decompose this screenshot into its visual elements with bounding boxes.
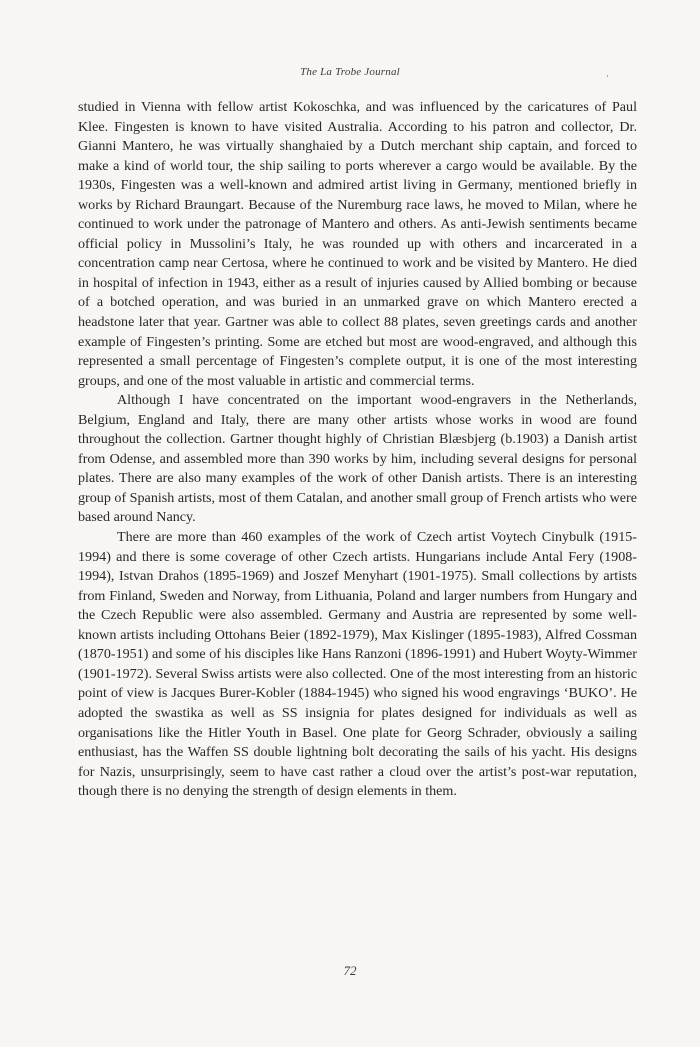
page-number: 72 (343, 963, 357, 978)
corner-mark: ‚ (606, 68, 609, 78)
running-head-title: The La Trobe Journal (300, 66, 400, 78)
body-text (78, 98, 637, 802)
paragraph-3: There are more than 460 examples of the work of Czech artist Voytech Cinybulk (1915-1994) and there is some coverage of other Czech artists. Hungarians include Antal Fery (1908-1994), Istvan Drahos (1895-1969) and Joszef Menyhart (1901-1975). Small collections by artists from Finland, Sweden and Norway, from Lithuania, Poland and larger numbers from Hungary and the Czech Republic were also assembled. Germany and Austria are represented by some well-known artists including Ottohans Beier (1892-1979), Max Kislinger (1895-1983), Alfred Cossman (1870-1951) and some of his disciples like Hans Ranzoni (1896-1991) and Hubert Woyty-Wimmer (1901-1972). Several Swiss artists were also collected. One of the most interesting from an historic point of view is Jacques Burer-Kobler (1884-1945) who signed his wood engravings ‘BUKO’. He adopted the swastika as well as SS insignia for plates designed for individuals as well as organisations like the Hitler Youth in Basel. One plate for Georg Schrader, obviously a sailing enthusiast, has the Waffen SS double lightning bolt decorating the sails of his yacht. His designs for Nazis, unsurprisingly, seem to have cast rather a cloud over the artist’s post-war reputation, though there is no denying the strength of design elements in them. (78, 529, 637, 800)
paragraph-2: Although I have concentrated on the important wood-engravers in the Netherlands, Belgium, England and Italy, there are many other artists whose works in wood are found throughout the collection. Gartner thought highly of Christian Blæsbjerg (b.1903) a Danish artist from Odense, and assembled more than 390 works by him, including several designs for personal plates. There are also many examples of the work of other Danish artists. There is an interesting group of Spanish artists, most of them Catalan, and another small group of French artists who were based around Nancy. (78, 392, 637, 526)
paragraph-1: studied in Vienna with fellow artist Kokoschka, and was influenced by the caricatures of Paul Klee. Fingesten is known to have visited Australia. According to his patron and collector, Dr. Gianni Mantero, he was virtually shanghaied by a Dutch merchant ship captain, and forced to make a kind of world tour, the ship sailing to ports wherever a cargo would be available. By the 1930s, Fingesten was a well-known and admired artist living in Germany, mentioned briefly in works by Richard Braungart. Because of the Nuremburg race laws, he moved to Milan, where he continued to work under the patronage of Mantero and others. As anti-Jewish sentiments became official policy in Mussolini’s Italy, he was rounded up with others and incarcerated in a concentration camp near Certosa, where he continued to work and be visited by Mantero. He died in hospital of infection in 1943, either as a result of injuries caused by Allied bombing or because of a botched operation, and was buried in an unmarked grave on which Mantero erected a headstone later that year. Gartner was able to collect 88 plates, seven greetings cards and another example of Fingesten’s printing. Some are etched but most are wood-engraved, and although this represented a small percentage of Fingesten’s complete output, it is one of the most interesting groups, and one of the most valuable in artistic and commercial terms. (78, 99, 637, 389)
